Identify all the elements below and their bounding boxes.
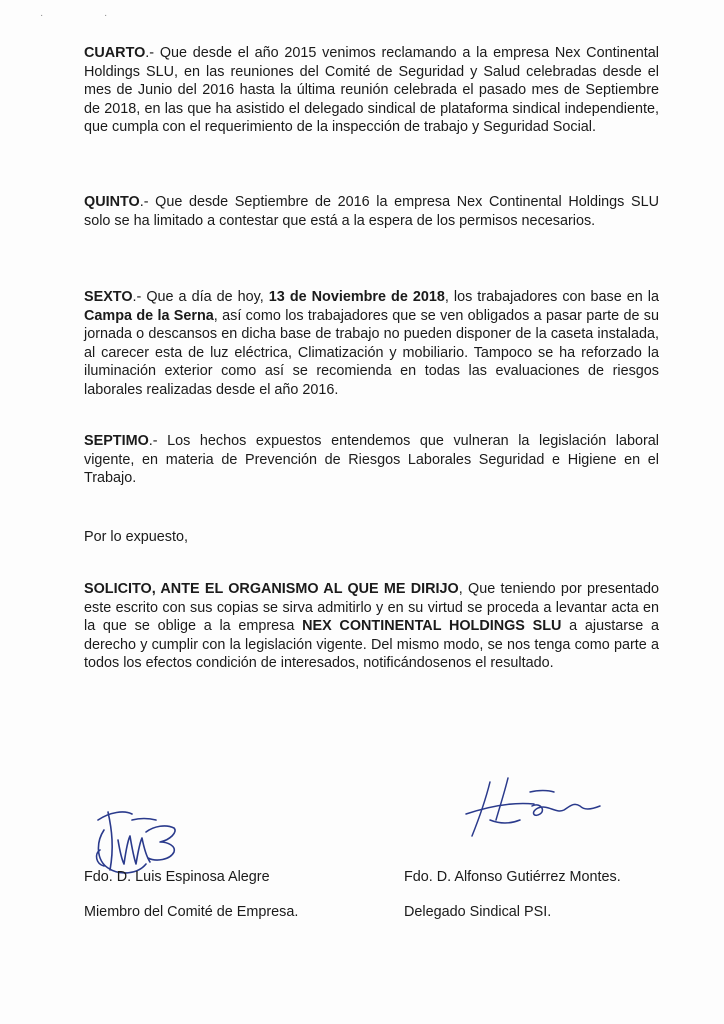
signer-right-name: Fdo. D. Alfonso Gutiérrez Montes. — [404, 869, 621, 885]
signer-right-role: Delegado Sindical PSI. — [404, 904, 552, 920]
signer-left-name: Fdo. D. Luis Espinosa Alegre — [84, 869, 270, 885]
date-bold: 13 de Noviembre de 2018 — [268, 289, 445, 305]
signature-left-image — [90, 790, 186, 880]
document-page: · · CUARTO.- Que desde el año 2015 venimos reclamando a la empresa Nex Continental Holdings SLU, en las reuniones del Comité de Seguridad y Salud celebradas desde el mes de Junio del 2016 hasta la última reunión celebrada el pasado mes de Septiembre de 2018, en las que ha asistido el delegado sindical de plataforma sindical independiente, que cumpla con el requerimiento de la inspección de trabajo y Seguridad Social. QUINTO.- Que desde Septiembre de 2016 la empresa Nex Continental Holdings SLU solo se ha limitado a contestar que está a la espera de los permisos necesarios. SEXTO.- Que a día de hoy, 13 de Noviembre de 2018, los trabajadores con base en la Campa de la Serna, así como los trabajadores que se ven obligados a pasar parte de su jornada o descansos en dicha base de trabajo no pueden disponer de la caseta instalada, al carecer esta de luz eléctrica, Climatización y mobiliario. Tampoco se ha reforzado la iluminación exterior como así se recomienda en todas las evaluaciones de riesgos laborales realizadas desde el año 2016. SEPTIMO.- Los hechos expuestos entendemos que vulneran la legislación laboral vigente, en materia de Prevención de Riesgos Laborales Seguridad e Higiene en el Trabajo. Por lo expuesto, SOLICITO, ANTE EL ORGANISMO AL QUE ME DIRIJO, Que teniendo por presentado este escrito con sus copias se sirva admitirlo y en su virtud se proceda a levantar acta en la que se oblige a la empresa NEX CONTINENTAL HOLDINGS SLU a ajustarse a derecho y cumplir con la legislación vigente. Del mismo modo, se nos tenga como parte a todos los efectos condición de interesados, notificándosenos el resultado. Fdo. D. Luis Espinosa Alegre Miembro del Comité de Empresa. Fdo. D. Alfonso Gutiérrez Montes. Delegado Sindical PSI. — [0, 0, 724, 1024]
text-cuarto: .- Que desde el año 2015 venimos reclamando a la empresa Nex Continental Holdings SLU, en las reuniones del Comité de Seguridad y Salud celebradas desde el mes de Junio del 2016 hasta la última reunión celebrada el pasado mes de Septiembre de 2018, en las que ha asistido el delegado sindical de plataforma sindical independiente, que cumpla con el requerimiento de la inspección de trabajo y Seguridad Social. — [84, 45, 659, 136]
text-septimo: .- Los hechos expuestos entendemos que vulneran la legislación laboral vigente, en materia de Prevención de Riesgos Laborales Seguridad e Higiene en el Trabajo. — [84, 433, 659, 487]
text-solicito-a: , Que teniendo por presentado este escrito con sus copias se sirva admitirlo y en su virtud se proceda a levantar acta en la que se oblige a la empresa — [84, 581, 659, 635]
company-bold: NEX CONTINENTAL HOLDINGS SLU — [302, 618, 562, 635]
text-expuesto: Por lo expuesto, — [84, 529, 188, 545]
heading-cuarto: CUARTO — [84, 45, 146, 61]
signature-block-right — [404, 868, 621, 921]
heading-septimo: SEPTIMO — [84, 433, 149, 449]
heading-quinto: QUINTO — [84, 194, 140, 210]
heading-solicito: SOLICITO, ANTE EL ORGANISMO AL QUE ME DIRIJO — [84, 581, 459, 597]
text-sexto-b: , los trabajadores con base en la — [444, 289, 660, 305]
paragraph-cuarto — [84, 44, 659, 137]
text-quinto: .- Que desde Septiembre de 2016 la empresa Nex Continental Holdings SLU solo se ha limitado a contestar que está a la espera de los permisos necesarios. — [84, 194, 659, 229]
signature-block-left — [84, 868, 298, 921]
text-sexto-c: , así como los trabajadores que se ven obligados a pasar parte de su jornada o descansos en dicha base de trabajo no pueden disponer de la caseta instalada, al carecer esta de luz eléctrica, Climatización y mobiliario. Tampoco se ha reforzado la iluminación exterior como así se recomienda en todas las evaluaciones de riesgos laborales realizadas desde el año 2016. — [84, 307, 659, 398]
heading-sexto: SEXTO — [84, 289, 133, 305]
paragraph-sexto — [84, 288, 659, 400]
place-bold: Campa de la Serna — [84, 307, 214, 324]
text-sexto-a: .- Que a día de hoy, — [132, 289, 269, 305]
paragraph-expuesto — [84, 528, 659, 547]
signature-right-image — [460, 776, 610, 840]
paragraph-quinto — [84, 193, 659, 230]
text-solicito-b: a ajustarse a derecho y cumplir con la legislación vigente. Del mismo modo, se nos tenga como parte a todos los efectos condición de interesados, notificándosenos el resultado. — [84, 618, 659, 672]
signer-left-role: Miembro del Comité de Empresa. — [84, 904, 299, 920]
paragraph-solicito — [84, 580, 659, 673]
paragraph-septimo — [84, 432, 659, 488]
